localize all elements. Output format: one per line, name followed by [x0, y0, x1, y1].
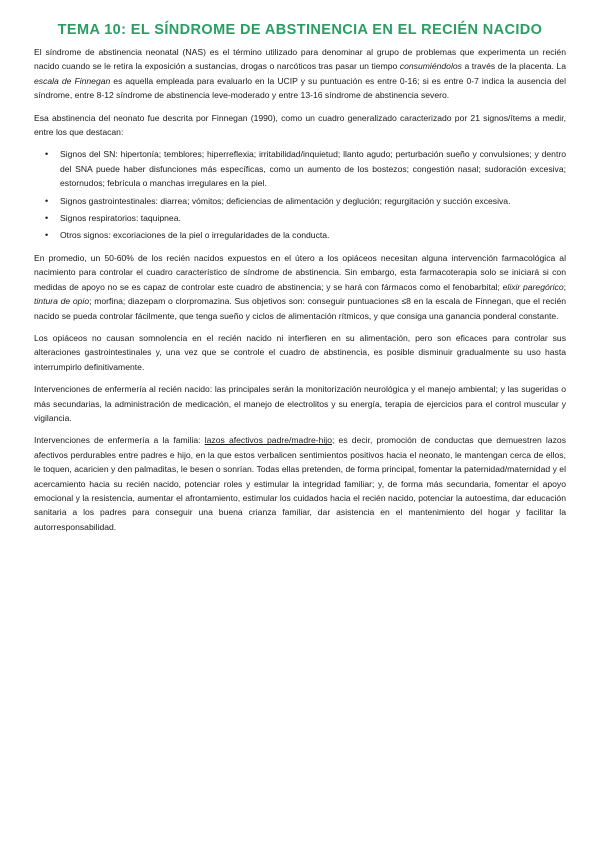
pharma-text-c: ; morfina; diazepam o clorpromazina. Sus objetivos son: conseguir puntuaciones ≤8 en la escala de Finnegan, que el recién nacido se pueda controlar fácilmente, que tenga sueño y ciclos de alimentación rítmicos, y que consiga una ganancia ponderal constante. [34, 296, 566, 321]
pharma-italic-2: tintura de opio [34, 296, 90, 307]
newborn-interventions-paragraph: Intervenciones de enfermería al recién nacido: las principales serán la monitorización neurológica y el manejo ambiental; y las sugeridas o más secundarias, la administración de medicación, el manejo de electrolitos y su energía, terapia de ejercicios para el control muscular y vigilancia. [34, 384, 566, 423]
pharma-text-a: En promedio, un 50-60% de los recién nacidos expuestos en el útero a los opiáceos necesitan alguna intervención farmacológica al nacimiento para controlar el cuadro característico de síndrome de abstinencia. Sin embargo, esta farmacoterapia solo se iniciará si con medidas de apoyo no se es capaz de controlar este cuadro de abstinencia; y se hará con fármacos como el fenobarbital; [34, 252, 566, 292]
pharmacology-paragraph [34, 251, 566, 323]
intro-text-a: El síndrome de abstinencia neonatal (NAS) es el término utilizado para denominar al grupo de problemas que experimenta un recién nacido cuando se le retira la exposición a sustancias, drogas o narcóticos tras pasar un tiempo [34, 47, 566, 72]
intro-text-b: a través de la placenta. La [461, 61, 566, 72]
list-item: • Signos del SN: hipertonía; temblores; hiperreflexia; irritabilidad/inquietud; llanto agudo; perturbación sueño y convulsiones; y dentro del SNA puede haber disfunciones más específicas, como un aumento de los bostezos; congestión nasal; sudoración excesiva; estornudos; febrícula o manchas irregulares en la piel. [60, 147, 566, 190]
family-text-a: Intervenciones de enfermería a la familia: [34, 435, 205, 446]
family-underline: lazos afectivos padre/madre-hijo [204, 435, 332, 446]
signs-list [34, 147, 566, 242]
family-interventions-paragraph [34, 433, 566, 534]
opiates-paragraph: Los opiáceos no causan somnolencia en el recién nacido ni interfieren en su alimentación, pero son eficaces para controlar sus alteraciones gastrointestinales y, una vez que se controle el cuadro de abstinencia, es posible disminuir gradualmente su uso hasta interrumpirlo definitivamente. [34, 332, 566, 372]
intro-text-c: es aquella empleada para evaluarlo en la UCIP y su puntuación es entre 0-16; si es entre 0-7 indica la ausencia del síndrome, entre 8-12 síndrome de abstinencia leve-moderado y entre 13-16 síndrome de abstinencia severo. [34, 75, 566, 101]
list-item: • Signos respiratorios: taquipnea. [60, 211, 566, 225]
finnegan-paragraph: Esa abstinencia del neonato fue descrita por Finnegan (1990), como un cuadro generalizado caracterizado por 21 signos/ítems a medir, entre los que destacan: [34, 112, 566, 138]
pharma-text-b: ; [563, 281, 566, 292]
pharma-italic-1: elixir paregórico [502, 281, 564, 292]
intro-italic-1: consumiéndolos [399, 61, 462, 72]
intro-italic-2: escala de Finnegan [34, 75, 111, 86]
list-item: • Otros signos: excoriaciones de la piel o irregularidades de la conducta. [60, 228, 566, 242]
family-text-b: ; es decir, promoción de conductas que demuestren lazos afectivos perdurables entre padres e hijo, en la que estos verbalicen sentimientos positivos hacia el neonato, le mantengan cerca de ellos, le toquen, acaricien y den palmaditas, le besen o sonrían. Todas ellas pretenden, de forma principal, fomentar la paternidad/maternidad y el acercamiento hacia su recién nacido, potenciar roles y estimular la integridad familiar; y, de forma más secundaria, fomentar el apoyo emocional y la resistencia, aumentar el afrontamiento, estimular los cuidados hacia el recién nacido, potenciar la autoestima, dar educación sanitaria a los padres para conseguir una buena crianza familiar, dar asistencia en el mantenimiento del hogar y facilitar la autorresponsabilidad. [34, 435, 566, 532]
list-item: • Signos gastrointestinales: diarrea; vómitos; deficiencias de alimentación y deglución; regurgitación y succión excesiva. [60, 194, 566, 208]
intro-paragraph [34, 45, 566, 103]
page-title: TEMA 10: EL SÍNDROME DE ABSTINENCIA EN EL RECIÉN NACIDO [57, 22, 543, 38]
